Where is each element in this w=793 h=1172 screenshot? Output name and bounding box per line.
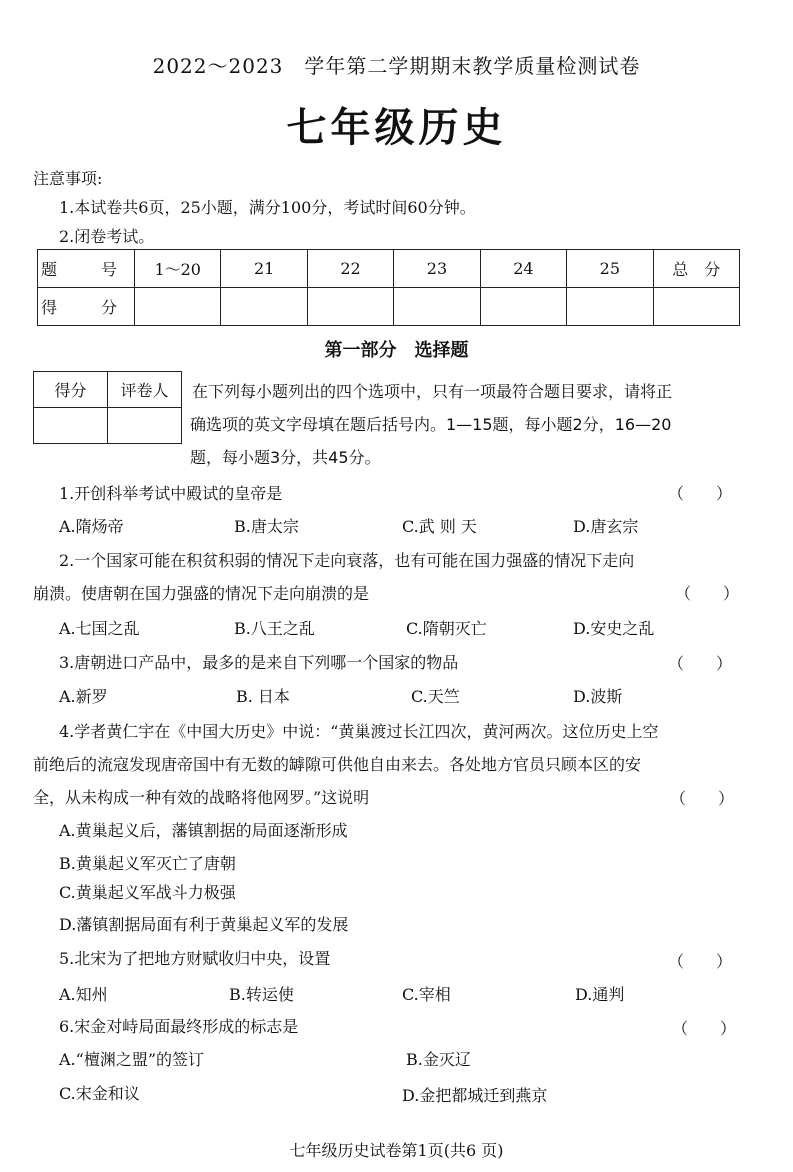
option: B.金灭辽	[406, 1050, 471, 1069]
answer-paren[interactable]: （ ）	[668, 952, 733, 971]
option: C.隋朝灭亡	[406, 619, 487, 638]
question-stem: 2.一个国家可能在积贫积弱的情况下走向衰落，也有可能在国力强盛的情况下走向	[59, 551, 635, 570]
option: A.新罗	[59, 687, 108, 706]
score-table-header-cell: 题 号	[38, 250, 135, 288]
option: A.七国之乱	[59, 619, 140, 638]
notice-item: 1.本试卷共6页，25小题，满分100分，考试时间60分钟。	[59, 198, 476, 217]
page-footer: 七年级历史试卷第1页(共6 页)	[289, 1141, 504, 1160]
part-title: 第一部分 选择题	[324, 340, 469, 361]
grader-name-label: 评卷人	[108, 372, 182, 408]
score-cell[interactable]	[135, 288, 221, 326]
option: B.唐太宗	[234, 517, 299, 536]
answer-paren[interactable]: （ ）	[668, 484, 733, 503]
score-cell[interactable]	[653, 288, 739, 326]
grader-name-cell[interactable]	[108, 408, 182, 444]
grader-score-cell[interactable]	[34, 408, 108, 444]
score-table-header-cell: 23	[394, 250, 480, 288]
option: B.八王之乱	[234, 619, 315, 638]
answer-paren[interactable]: （ ）	[668, 654, 733, 673]
score-table-header-cell: 24	[480, 250, 566, 288]
question-stem: 6.宋金对峙局面最终形成的标志是	[59, 1017, 299, 1036]
instruction-line: 在下列每小题列出的四个选项中，只有一项最符合题目要求，请将正	[192, 382, 673, 401]
answer-paren[interactable]: （ ）	[670, 789, 735, 808]
score-table-header-row	[38, 250, 740, 288]
notice-heading: 注意事项:	[33, 169, 103, 188]
subject-title: 七年级历史	[286, 104, 507, 151]
option: D.通判	[575, 985, 625, 1004]
score-table-header-cell: 22	[307, 250, 393, 288]
score-table-score-row	[38, 288, 740, 326]
question-stem: 崩溃。使唐朝在国力强盛的情况下走向崩溃的是	[33, 584, 370, 603]
grader-box	[33, 371, 182, 444]
option: D.金把都城迁到燕京	[402, 1086, 548, 1105]
score-cell[interactable]	[394, 288, 480, 326]
question-stem: 4.学者黄仁宇在《中国大历史》中说：“黄巢渡过长江四次，黄河两次。这位历史上空	[59, 722, 659, 741]
option: C.宰相	[402, 985, 451, 1004]
option: D.安史之乱	[573, 619, 655, 638]
option: A.黄巢起义后，藩镇割据的局面逐渐形成	[59, 821, 348, 840]
option: C.武 则 天	[402, 517, 477, 536]
option: D.波斯	[573, 687, 623, 706]
question-stem: 前绝后的流寇发现唐帝国中有无数的罅隙可供他自由来去。各处地方官员只顾本区的安	[33, 755, 642, 774]
exam-title: 2022～2023 学年第二学期期末教学质量检测试卷	[152, 54, 641, 78]
option: C.天竺	[411, 687, 460, 706]
option: B. 日本	[236, 687, 290, 706]
part-instructions	[192, 375, 740, 474]
option: B.转运使	[229, 985, 294, 1004]
notice-item: 2.闭卷考试。	[59, 227, 155, 246]
score-table-header-cell: 总 分	[653, 250, 739, 288]
question-stem: 1.开创科举考试中殿试的皇帝是	[59, 484, 283, 503]
option: C.黄巢起义军战斗力极强	[59, 883, 236, 902]
instruction-line: 确选项的英文字母填在题后括号内。1—15题，每小题2分，16—20	[190, 415, 672, 434]
option: A.知州	[59, 985, 108, 1004]
question-stem: 全，从未构成一种有效的战略将他网罗。”这说明	[33, 788, 370, 807]
instruction-line: 题，每小题3分，共45分。	[190, 448, 381, 467]
score-cell[interactable]	[307, 288, 393, 326]
score-table-header-cell: 1～20	[135, 250, 221, 288]
score-cell[interactable]	[567, 288, 653, 326]
score-table-header-cell: 21	[221, 250, 307, 288]
question-stem: 3.唐朝进口产品中，最多的是来自下列哪一个国家的物品	[59, 653, 459, 672]
option: D.唐玄宗	[573, 517, 639, 536]
option: A.“檀渊之盟”的签订	[59, 1050, 205, 1069]
option: B.黄巢起义军灭亡了唐朝	[59, 854, 236, 873]
answer-paren[interactable]: （ ）	[672, 1019, 737, 1038]
option: A.隋炀帝	[59, 517, 124, 536]
question-stem: 5.北宋为了把地方财赋收归中央，设置	[59, 949, 331, 968]
grader-score-label: 得分	[34, 372, 108, 408]
score-table-score-label: 得 分	[38, 288, 135, 326]
score-cell[interactable]	[221, 288, 307, 326]
score-table-header-cell: 25	[567, 250, 653, 288]
score-cell[interactable]	[480, 288, 566, 326]
score-table	[37, 249, 740, 326]
option: D.藩镇割据局面有利于黄巢起义军的发展	[59, 915, 349, 934]
answer-paren[interactable]: （ ）	[675, 584, 740, 603]
option: C.宋金和议	[59, 1084, 140, 1103]
